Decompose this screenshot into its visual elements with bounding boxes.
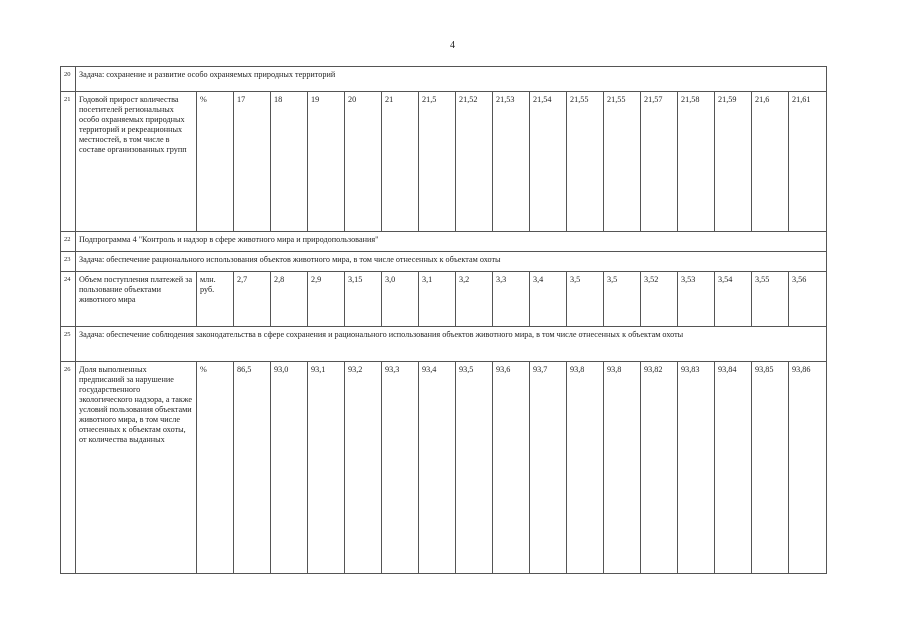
- indicator-value: 93,0: [271, 362, 308, 574]
- indicator-value: 21,57: [641, 92, 678, 232]
- row-number: 22: [61, 232, 76, 252]
- indicator-row: [61, 92, 827, 232]
- indicator-value: 93,82: [641, 362, 678, 574]
- indicator-value: 93,85: [752, 362, 789, 574]
- indicator-value: 3,5: [604, 272, 641, 327]
- indicator-value: 20: [345, 92, 382, 232]
- row-number: 23: [61, 252, 76, 272]
- indicator-value: 19: [308, 92, 345, 232]
- indicator-value: 93,6: [493, 362, 530, 574]
- indicator-value: 3,53: [678, 272, 715, 327]
- indicator-value: 21,6: [752, 92, 789, 232]
- indicator-unit: %: [197, 362, 234, 574]
- indicator-value: 3,4: [530, 272, 567, 327]
- task-text: Задача: сохранение и развитие особо охраняемых природных территорий: [76, 67, 827, 92]
- indicator-value: 3,15: [345, 272, 382, 327]
- indicator-value: 93,7: [530, 362, 567, 574]
- indicator-value: 93,86: [789, 362, 827, 574]
- indicator-value: 93,2: [345, 362, 382, 574]
- task-row: [61, 232, 827, 252]
- indicator-value: 3,56: [789, 272, 827, 327]
- indicator-value: 21,61: [789, 92, 827, 232]
- indicator-unit: %: [197, 92, 234, 232]
- indicator-value: 3,3: [493, 272, 530, 327]
- task-text: Задача: обеспечение рационального использования объектов животного мира, в том числе отнесенных к объектам охоты: [76, 252, 827, 272]
- task-row: [61, 327, 827, 362]
- indicator-value: 3,52: [641, 272, 678, 327]
- indicator-value: 3,2: [456, 272, 493, 327]
- indicator-row: [61, 272, 827, 327]
- indicator-value: 93,3: [382, 362, 419, 574]
- indicator-name: Годовой прирост количества посетителей региональных особо охраняемых природных территорий и рекреационных местностей, в том числе в составе организованных групп: [76, 92, 197, 232]
- indicator-value: 3,1: [419, 272, 456, 327]
- row-number: 25: [61, 327, 76, 362]
- indicator-value: 21,53: [493, 92, 530, 232]
- indicator-value: 93,1: [308, 362, 345, 574]
- indicator-value: 2,7: [234, 272, 271, 327]
- indicator-name: Доля выполненных предписаний за нарушение государственного экологического надзора, а также условий пользования объектами животного мира, в том числе отнесенных к объектам охоты, от количества выданных: [76, 362, 197, 574]
- indicator-value: 21: [382, 92, 419, 232]
- indicator-value: 3,54: [715, 272, 752, 327]
- task-row: [61, 252, 827, 272]
- indicators-table: [60, 66, 827, 574]
- task-text: Подпрограмма 4 "Контроль и надзор в сфере животного мира и природопользования": [76, 232, 827, 252]
- indicator-value: 93,84: [715, 362, 752, 574]
- row-number: 20: [61, 67, 76, 92]
- indicator-value: 2,8: [271, 272, 308, 327]
- row-number: 24: [61, 272, 76, 327]
- indicator-value: 3,5: [567, 272, 604, 327]
- indicator-value: 93,5: [456, 362, 493, 574]
- indicator-value: 21,55: [604, 92, 641, 232]
- indicator-name: Объем поступления платежей за пользование объектами животного мира: [76, 272, 197, 327]
- indicator-value: 21,55: [567, 92, 604, 232]
- indicator-value: 21,59: [715, 92, 752, 232]
- indicator-value: 3,55: [752, 272, 789, 327]
- indicator-value: 93,8: [567, 362, 604, 574]
- indicator-value: 86,5: [234, 362, 271, 574]
- indicator-value: 17: [234, 92, 271, 232]
- indicator-value: 93,4: [419, 362, 456, 574]
- task-row: [61, 67, 827, 92]
- indicator-value: 2,9: [308, 272, 345, 327]
- indicator-value: 21,54: [530, 92, 567, 232]
- indicator-value: 18: [271, 92, 308, 232]
- page-number: 4: [450, 40, 455, 51]
- indicator-unit: млн. руб.: [197, 272, 234, 327]
- indicator-value: 21,52: [456, 92, 493, 232]
- indicator-value: 3,0: [382, 272, 419, 327]
- row-number: 26: [61, 362, 76, 574]
- task-text: Задача: обеспечение соблюдения законодательства в сфере сохранения и рационального использования объектов животного мира, в том числе отнесенных к объектам охоты: [76, 327, 827, 362]
- row-number: 21: [61, 92, 76, 232]
- indicator-value: 93,8: [604, 362, 641, 574]
- indicator-value: 21,58: [678, 92, 715, 232]
- indicator-value: 93,83: [678, 362, 715, 574]
- indicator-row: [61, 362, 827, 574]
- indicator-value: 21,5: [419, 92, 456, 232]
